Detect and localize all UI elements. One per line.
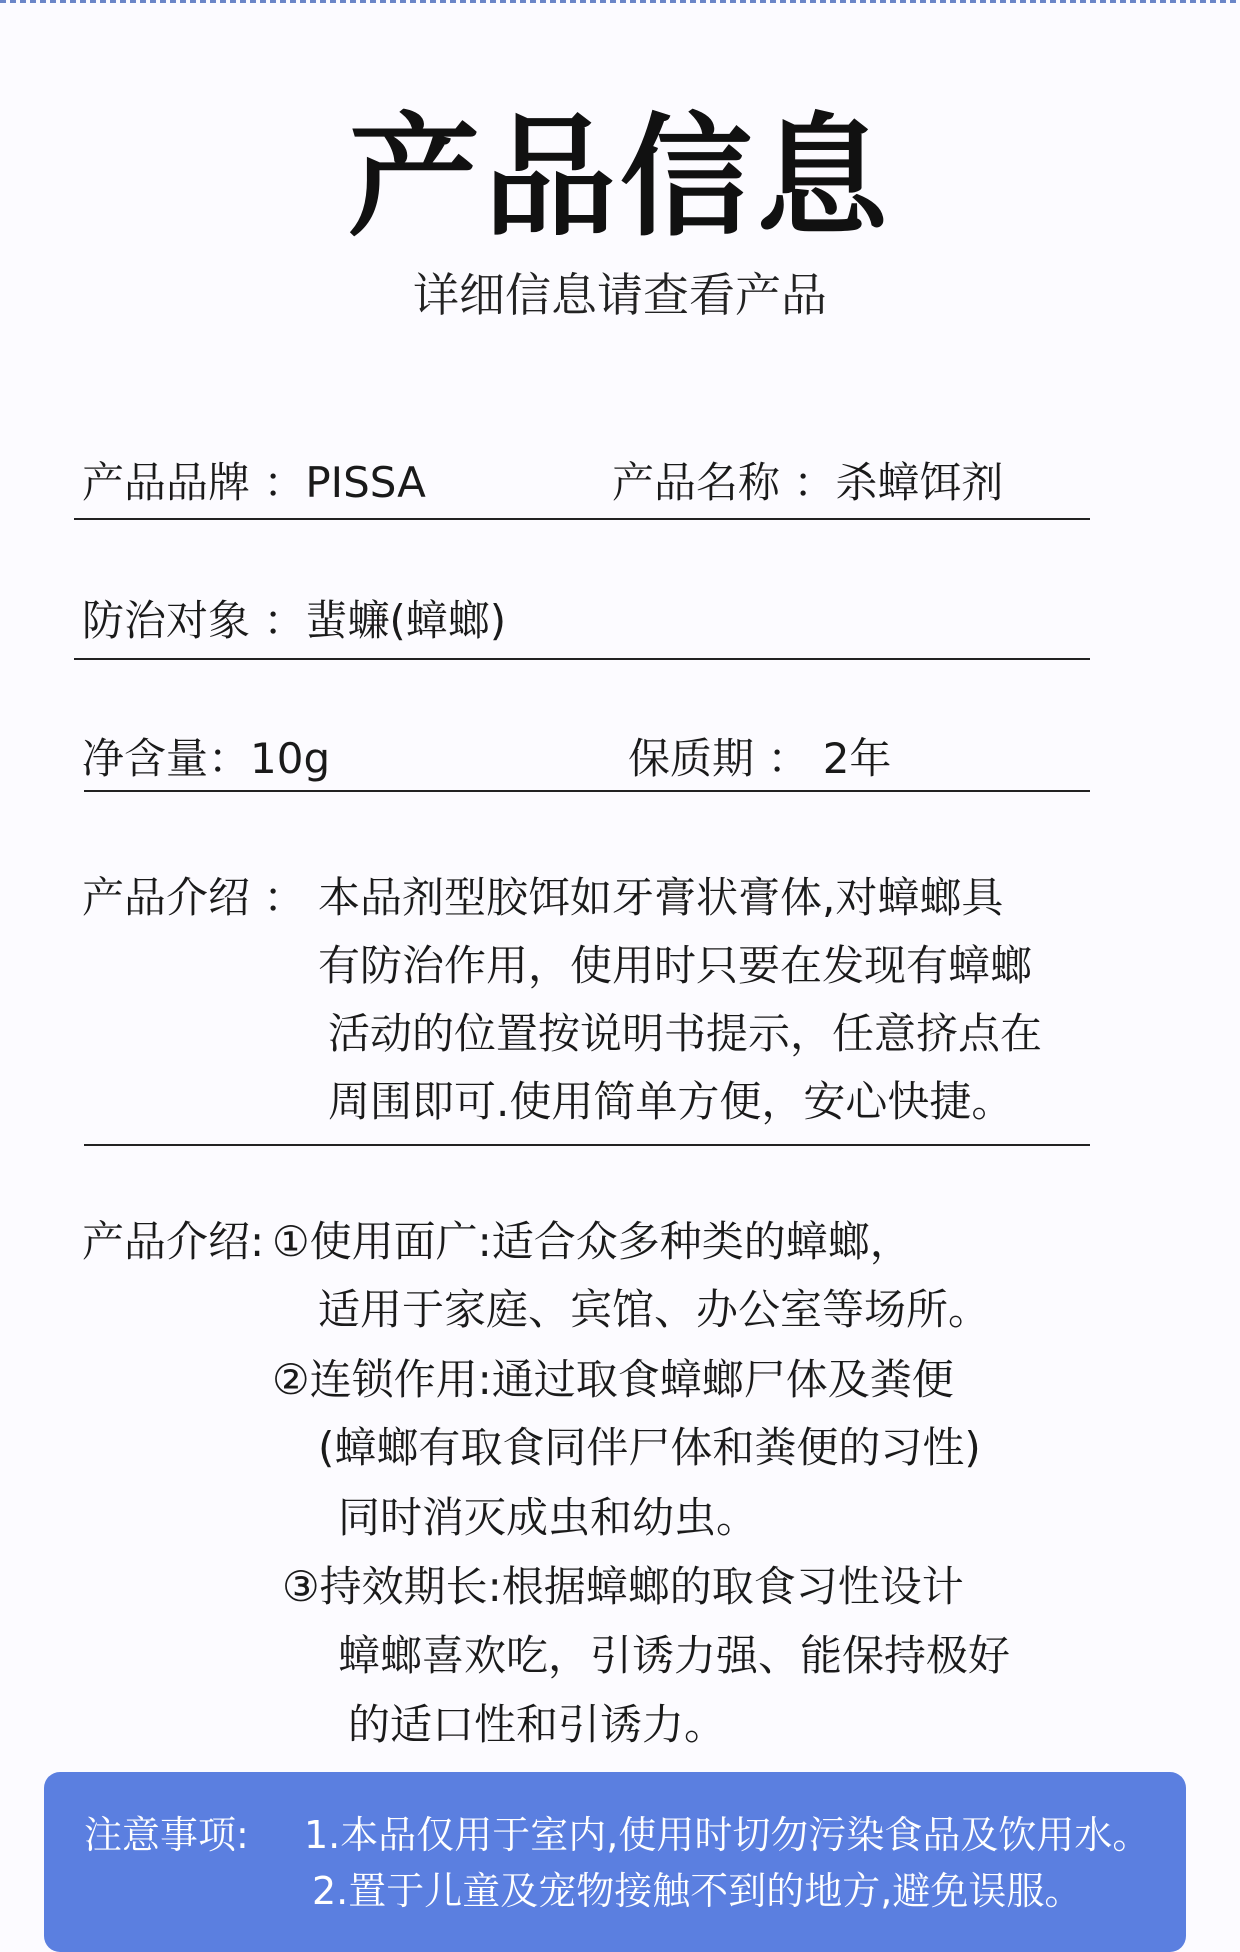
feature-line: 蟑螂喜欢吃，引诱力强、能保持极好	[338, 1631, 1011, 1680]
features-label: 产品介绍:	[82, 1217, 265, 1266]
notice-line: 1.本品仅用于室内,使用时切勿污染食品及饮用水。	[304, 1813, 1151, 1857]
spec-shelf-life: 保质期 ： 2年	[628, 734, 892, 783]
feature-line: ①使用面广:适合众多种类的蟑螂，	[272, 1217, 912, 1266]
spec-product-name: 产品名称 ：杀蟑饵剂	[612, 458, 1004, 507]
notice-label: 注意事项:	[84, 1813, 249, 1857]
feature-line: ②连锁作用:通过取食蟑螂尸体及粪便	[272, 1355, 954, 1404]
top-dashed-border	[0, 0, 1240, 3]
divider	[74, 518, 1090, 520]
intro-line: 活动的位置按说明书提示，任意挤点在	[328, 1009, 1043, 1058]
spec-target: 防治对象 ：蜚蠊(蟑螂)	[82, 596, 507, 645]
divider	[84, 1144, 1090, 1146]
spec-net-content: 净含量：10g	[82, 734, 331, 783]
intro-line: 周围即可.使用简单方便，安心快捷。	[328, 1077, 1014, 1126]
divider	[74, 658, 1090, 660]
feature-line: 同时消灭成虫和幼虫。	[338, 1493, 759, 1542]
intro-label: 产品介绍 ：	[82, 873, 306, 922]
page-title: 产品信息	[348, 101, 892, 255]
page-subtitle: 详细信息请查看产品	[413, 268, 827, 322]
feature-line: ③持效期长:根据蟑螂的取食习性设计	[282, 1562, 964, 1611]
notice-line: 2.置于儿童及宠物接触不到的地方,避免误服。	[312, 1869, 1083, 1913]
divider	[84, 790, 1090, 792]
spec-brand: 产品品牌 ：PISSA	[82, 458, 426, 507]
feature-line: (蟑螂有取食同伴尸体和粪便的习性)	[318, 1423, 981, 1472]
feature-line: 适用于家庭、宾馆、办公室等场所。	[318, 1285, 991, 1334]
notice-box	[44, 1772, 1186, 1952]
intro-line: 有防治作用，使用时只要在发现有蟑螂	[318, 941, 1033, 990]
feature-line: 的适口性和引诱力。	[348, 1700, 727, 1749]
intro-line: 本品剂型胶饵如牙膏状膏体,对蟑螂具	[318, 873, 1004, 922]
